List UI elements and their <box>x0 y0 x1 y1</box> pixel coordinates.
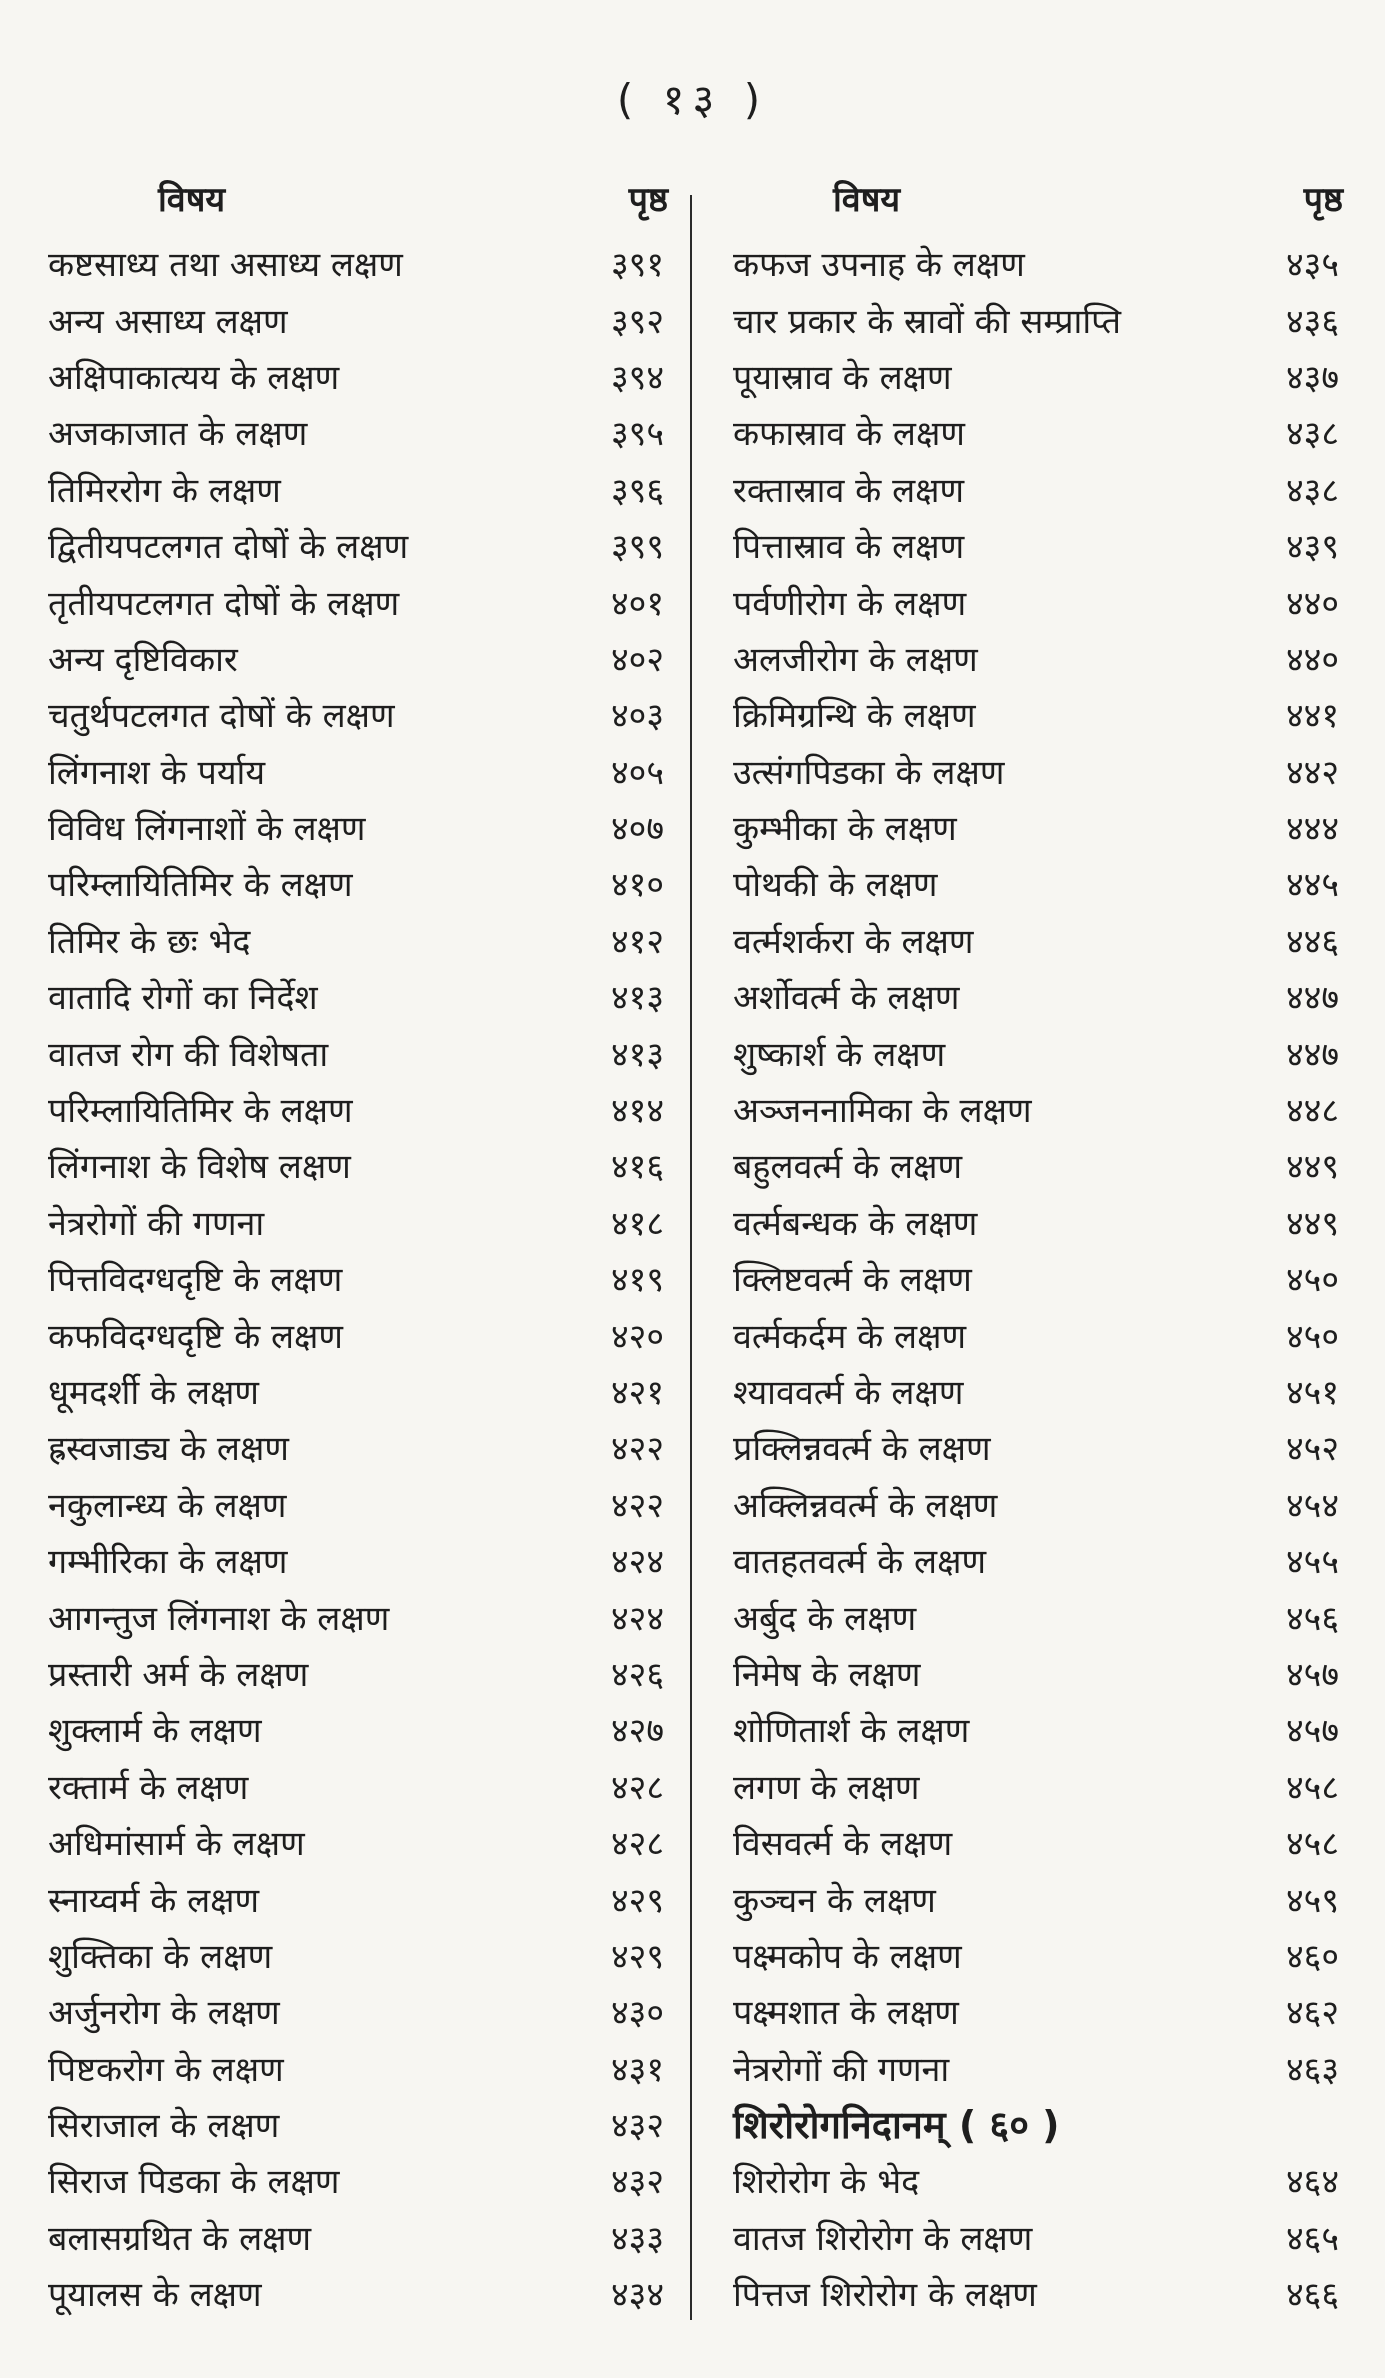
entry-title: लगण के लक्षण <box>733 1767 920 1808</box>
entry-page: ४४० <box>1285 639 1339 680</box>
entry-page: ४२० <box>610 1316 664 1357</box>
toc-entry <box>48 2209 668 2265</box>
entry-page: ४०१ <box>610 583 664 624</box>
entry-title: शुक्तिका के लक्षण <box>48 1936 273 1977</box>
entry-page: ४५७ <box>1285 1654 1339 1695</box>
entry-title: क्लिष्टवर्त्म के लक्षण <box>733 1260 972 1301</box>
entry-page: ४३१ <box>610 2049 664 2090</box>
toc-entry <box>48 2152 668 2208</box>
left-entry-list <box>48 235 668 2321</box>
toc-entry <box>48 1645 668 1701</box>
entry-title: अर्जुनरोग के लक्षण <box>48 1993 280 2034</box>
entry-title: वर्त्मकर्दम के लक्षण <box>733 1316 967 1357</box>
entry-title: तिमिररोग के लक्षण <box>48 470 281 511</box>
entry-title: कफज उपनाह के लक्षण <box>733 245 1025 286</box>
toc-entry <box>733 1250 1343 1306</box>
entry-page: ३९५ <box>610 414 664 455</box>
page-heading: पृष्ठ <box>628 180 668 220</box>
toc-entry <box>733 855 1343 911</box>
entry-page: ४१६ <box>610 1147 664 1188</box>
entry-title: परिम्लायितिमिर के लक्षण <box>48 865 353 906</box>
entry-page: ४०५ <box>610 752 664 793</box>
toc-entry <box>733 348 1343 404</box>
toc-entry <box>733 1927 1343 1983</box>
entry-title: तिमिर के छः भेद <box>48 921 251 962</box>
toc-entry <box>733 404 1343 460</box>
toc-entry <box>48 2096 668 2152</box>
toc-entry <box>48 1306 668 1362</box>
entry-page: ४५६ <box>1285 1598 1339 1639</box>
toc-entry <box>48 1137 668 1193</box>
toc-entry <box>733 1194 1343 1250</box>
right-column-header <box>733 175 1343 235</box>
entry-title: श्याववर्त्म के लक्षण <box>733 1373 964 1413</box>
toc-entry <box>48 461 668 517</box>
toc-entry <box>48 1250 668 1306</box>
entry-page: ४४४ <box>1285 809 1339 850</box>
entry-page: ४६४ <box>1285 2162 1339 2203</box>
entry-page: ४२४ <box>610 1542 664 1583</box>
entry-page: ४१२ <box>610 921 664 962</box>
toc-entry <box>733 461 1343 517</box>
entry-title: कफास्राव के लक्षण <box>733 414 965 455</box>
entry-title: नेत्ररोगों की गणना <box>48 1203 265 1244</box>
entry-title: शुक्लार्म के लक्षण <box>48 1711 262 1752</box>
entry-page: ३९९ <box>610 527 664 568</box>
entry-page: ४४० <box>1285 583 1339 624</box>
entry-title: लिंगनाश के पर्याय <box>48 752 266 793</box>
entry-title: चार प्रकार के स्रावों की सम्प्राप्ति <box>733 301 1122 342</box>
entry-page: ४१० <box>610 865 664 906</box>
toc-entry <box>48 912 668 968</box>
toc-entry <box>48 1758 668 1814</box>
entry-page: ४२४ <box>610 1598 664 1639</box>
toc-right-column <box>733 175 1343 2321</box>
entry-page: ४५५ <box>1285 1542 1339 1583</box>
entry-title: विसवर्त्म के लक्षण <box>733 1824 953 1865</box>
entry-page: ४३८ <box>1285 470 1339 511</box>
entry-page: ४५८ <box>1285 1767 1339 1808</box>
entry-page: ४४२ <box>1285 752 1339 793</box>
entry-page: ४१८ <box>610 1203 664 1244</box>
entry-title: अक्लिन्नवर्त्म के लक्षण <box>733 1485 998 1526</box>
left-column-header <box>48 175 668 235</box>
toc-entry <box>48 1419 668 1475</box>
entry-page: ४५१ <box>1285 1373 1339 1413</box>
entry-page: ४२८ <box>610 1767 664 1808</box>
entry-page: ४४६ <box>1285 921 1339 962</box>
entry-title: द्वितीयपटलगत दोषों के लक्षण <box>48 527 409 568</box>
entry-title: बलासग्रथित के लक्षण <box>48 2218 312 2259</box>
entry-page: ४२९ <box>610 1880 664 1921</box>
toc-entry <box>48 1701 668 1757</box>
entry-title: ह्रस्वजाड्य के लक्षण <box>48 1429 289 1470</box>
entry-page: ४५९ <box>1285 1880 1339 1921</box>
entry-page: ४३२ <box>610 2106 664 2147</box>
toc-entry <box>48 2040 668 2096</box>
subject-heading: विषय <box>833 180 901 220</box>
toc-entry <box>48 404 668 460</box>
toc-entry <box>733 2152 1343 2208</box>
toc-entry <box>48 573 668 629</box>
entry-page: ४४५ <box>1285 865 1339 906</box>
entry-title: पोथकी के लक्षण <box>733 865 938 906</box>
entry-title: प्रक्लिन्नवर्त्म के लक्षण <box>733 1429 991 1470</box>
entry-title: पूयालस के लक्षण <box>48 2275 262 2316</box>
entry-page: ४४८ <box>1285 1091 1339 1132</box>
toc-entry <box>733 799 1343 855</box>
entry-page: ३९४ <box>610 357 664 398</box>
entry-page: ४५० <box>1285 1316 1339 1357</box>
column-divider <box>690 195 692 2320</box>
entry-page: ४४७ <box>1285 978 1339 1019</box>
toc-left-column <box>48 175 668 2321</box>
toc-entry <box>48 968 668 1024</box>
entry-title: रक्तार्म के लक्षण <box>48 1767 249 1808</box>
entry-title: वर्त्मबन्धक के लक्षण <box>733 1203 978 1244</box>
entry-page: ४३९ <box>1285 527 1339 568</box>
entry-title: वातज शिरोरोग के लक्षण <box>733 2218 1033 2259</box>
entry-title: पित्तज शिरोरोग के लक्षण <box>733 2275 1037 2316</box>
entry-title: पित्तास्राव के लक्षण <box>733 527 965 568</box>
toc-entry <box>48 686 668 742</box>
toc-entry <box>733 1870 1343 1926</box>
entry-title: पक्ष्मशात के लक्षण <box>733 1993 959 2034</box>
toc-entry <box>48 1194 668 1250</box>
toc-entry <box>48 1870 668 1926</box>
toc-entry <box>733 1645 1343 1701</box>
entry-title: क्रिमिग्रन्थि के लक्षण <box>733 696 976 737</box>
toc-entry <box>733 1419 1343 1475</box>
section-heading-row <box>733 2096 1343 2152</box>
entry-page: ४३५ <box>1285 245 1339 286</box>
toc-entry <box>733 2040 1343 2096</box>
entry-page: ४०२ <box>610 639 664 680</box>
toc-entry <box>733 1476 1343 1532</box>
entry-title: शुष्कार्श के लक्षण <box>733 1034 946 1075</box>
toc-entry <box>733 1306 1343 1362</box>
toc-entry <box>48 855 668 911</box>
toc-entry <box>48 799 668 855</box>
entry-page: ४६० <box>1285 1936 1339 1977</box>
entry-title: अलजीरोग के लक्षण <box>733 639 978 680</box>
entry-title: पक्ष्मकोप के लक्षण <box>733 1936 962 1977</box>
entry-title: कष्टसाध्य तथा असाध्य लक्षण <box>48 245 403 286</box>
toc-entry <box>48 1532 668 1588</box>
entry-page: ४५२ <box>1285 1429 1339 1470</box>
entry-page: ४३२ <box>610 2162 664 2203</box>
entry-title: अजकाजात के लक्षण <box>48 414 308 455</box>
entry-title: शिरोरोग के भेद <box>733 2162 920 2203</box>
entry-page: ४६६ <box>1285 2275 1339 2316</box>
entry-title: स्नाय्वर्म के लक्षण <box>48 1880 260 1921</box>
toc-entry <box>733 1983 1343 2039</box>
toc-entry <box>733 573 1343 629</box>
toc-entry <box>733 2209 1343 2265</box>
entry-page: ४१३ <box>610 978 664 1019</box>
entry-title: वातहतवर्त्म के लक्षण <box>733 1542 987 1583</box>
toc-entry <box>48 348 668 404</box>
entry-page: ४०३ <box>610 696 664 737</box>
entry-page: ४५० <box>1285 1260 1339 1301</box>
toc-entry <box>48 1081 668 1137</box>
toc-entry <box>48 630 668 686</box>
entry-title: वातादि रोगों का निर्देश <box>48 978 318 1019</box>
toc-entry <box>733 1758 1343 1814</box>
entry-page: ४६३ <box>1285 2049 1339 2090</box>
entry-page: ३९२ <box>610 301 664 342</box>
entry-title: अन्य दृष्टिविकार <box>48 639 238 680</box>
toc-entry <box>48 2265 668 2321</box>
toc-entry <box>48 743 668 799</box>
entry-title: निमेष के लक्षण <box>733 1654 921 1695</box>
toc-entry <box>48 1983 668 2039</box>
entry-page: ४१३ <box>610 1034 664 1075</box>
entry-page: ४३३ <box>610 2218 664 2259</box>
toc-entry <box>733 1532 1343 1588</box>
entry-page: ४२२ <box>610 1485 664 1526</box>
toc-entry <box>733 743 1343 799</box>
toc-entry <box>733 630 1343 686</box>
entry-title: कुञ्चन के लक्षण <box>733 1880 936 1921</box>
page-heading: पृष्ठ <box>1303 180 1343 220</box>
entry-title: शोणितार्श के लक्षण <box>733 1711 970 1752</box>
toc-entry <box>733 686 1343 742</box>
entry-title: तृतीयपटलगत दोषों के लक्षण <box>48 583 400 624</box>
entry-page: ४३४ <box>610 2275 664 2316</box>
entry-page: ४२६ <box>610 1654 664 1695</box>
entry-title: अञ्जननामिका के लक्षण <box>733 1091 1032 1132</box>
entry-page: ४२९ <box>610 1936 664 1977</box>
entry-title: वातज रोग की विशेषता <box>48 1034 329 1075</box>
toc-entry <box>48 1363 668 1419</box>
entry-title: धूमदर्शी के लक्षण <box>48 1373 259 1413</box>
entry-title: वर्त्मशर्करा के लक्षण <box>733 921 974 962</box>
section-title: शिरोरोगनिदानम् ( ६० ) <box>733 2103 1060 2148</box>
entry-page: ४३७ <box>1285 357 1339 398</box>
right-entry-list <box>733 235 1343 2321</box>
entry-title: लिंगनाश के विशेष लक्षण <box>48 1147 351 1188</box>
entry-title: रक्तास्राव के लक्षण <box>733 470 965 511</box>
toc-entry <box>733 1081 1343 1137</box>
entry-title: सिराज पिडका के लक्षण <box>48 2162 340 2203</box>
entry-title: कुम्भीका के लक्षण <box>733 809 957 850</box>
toc-entry <box>733 1701 1343 1757</box>
entry-page: ३९६ <box>610 470 664 511</box>
toc-entry <box>733 1814 1343 1870</box>
entry-page: ४१९ <box>610 1260 664 1301</box>
toc-entry <box>48 291 668 347</box>
toc-entry <box>48 517 668 573</box>
toc-entry <box>733 968 1343 1024</box>
entry-page: ४४९ <box>1285 1203 1339 1244</box>
toc-entry <box>48 1476 668 1532</box>
toc-entry <box>48 1024 668 1080</box>
entry-title: अन्य असाध्य लक्षण <box>48 301 288 342</box>
entry-title: प्रस्तारी अर्म के लक्षण <box>48 1654 309 1695</box>
toc-entry <box>733 517 1343 573</box>
toc-entry <box>733 912 1343 968</box>
entry-page: ४५४ <box>1285 1485 1339 1526</box>
entry-title: चतुर्थपटलगत दोषों के लक्षण <box>48 696 395 737</box>
entry-title: गम्भीरिका के लक्षण <box>48 1542 288 1583</box>
entry-page: ४३६ <box>1285 301 1339 342</box>
entry-title: पिष्टकरोग के लक्षण <box>48 2049 284 2090</box>
entry-title: पर्वणीरोग के लक्षण <box>733 583 967 624</box>
entry-page: ४४७ <box>1285 1034 1339 1075</box>
page-number: ( १३ ) <box>616 75 769 124</box>
entry-title: बहुलवर्त्म के लक्षण <box>733 1147 963 1188</box>
entry-page: ४३८ <box>1285 414 1339 455</box>
entry-title: पित्तविदग्धदृष्टि के लक्षण <box>48 1260 343 1301</box>
entry-page: ४५८ <box>1285 1824 1339 1865</box>
toc-entry <box>733 1588 1343 1644</box>
entry-page: ४३० <box>610 1993 664 2034</box>
entry-page: ४६५ <box>1285 2218 1339 2259</box>
entry-title: नेत्ररोगों की गणना <box>733 2049 950 2090</box>
toc-entry <box>733 235 1343 291</box>
entry-title: नकुलान्ध्य के लक्षण <box>48 1485 287 1526</box>
toc-entry <box>733 291 1343 347</box>
entry-page: ४१४ <box>610 1091 664 1132</box>
entry-title: पूयास्राव के लक्षण <box>733 357 952 398</box>
entry-title: अधिमांसार्म के लक्षण <box>48 1824 305 1865</box>
toc-entry <box>733 1024 1343 1080</box>
toc-entry <box>733 1363 1343 1419</box>
entry-title: उत्संगपिडका के लक्षण <box>733 752 1005 793</box>
entry-page: ४४९ <box>1285 1147 1339 1188</box>
entry-page: ४२८ <box>610 1824 664 1865</box>
entry-title: विविध लिंगनाशों के लक्षण <box>48 809 366 850</box>
toc-entry <box>48 1814 668 1870</box>
entry-title: कफविदग्धदृष्टि के लक्षण <box>48 1316 344 1357</box>
entry-title: अर्शोवर्त्म के लक्षण <box>733 978 960 1019</box>
entry-page: ४०७ <box>610 809 664 850</box>
entry-page: ३९१ <box>610 245 664 286</box>
entry-title: परिम्लायितिमिर के लक्षण <box>48 1091 353 1132</box>
entry-page: ४२७ <box>610 1711 664 1752</box>
entry-title: आगन्तुज लिंगनाश के लक्षण <box>48 1598 390 1639</box>
entry-title: अक्षिपाकात्यय के लक्षण <box>48 357 340 398</box>
subject-heading: विषय <box>158 180 226 220</box>
entry-page: ४२२ <box>610 1429 664 1470</box>
toc-entry <box>48 1588 668 1644</box>
toc-entry <box>733 1137 1343 1193</box>
entry-title: अर्बुद के लक्षण <box>733 1598 917 1639</box>
entry-title: सिराजाल के लक्षण <box>48 2106 280 2147</box>
toc-entry <box>48 1927 668 1983</box>
entry-page: ४६२ <box>1285 1993 1339 2034</box>
entry-page: ४५७ <box>1285 1711 1339 1752</box>
toc-entry <box>733 2265 1343 2321</box>
toc-entry <box>48 235 668 291</box>
entry-page: ४४१ <box>1285 696 1339 737</box>
entry-page: ४२१ <box>610 1373 664 1413</box>
